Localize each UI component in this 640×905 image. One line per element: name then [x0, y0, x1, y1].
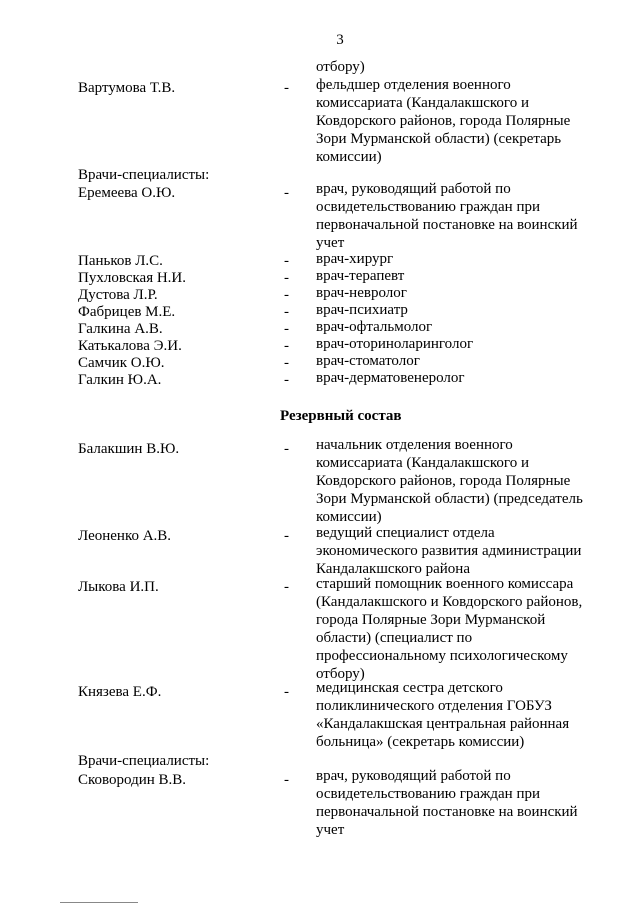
- dash-separator: -: [284, 355, 289, 371]
- member-role: врач-стоматолог: [316, 353, 420, 369]
- continuation-text: отбору): [316, 59, 365, 75]
- page-number: 3: [336, 32, 344, 48]
- member-role: врач-терапевт: [316, 268, 405, 284]
- dash-separator: -: [284, 185, 289, 201]
- member-name: Катькалова Э.И.: [78, 338, 182, 354]
- member-name: Князева Е.Ф.: [78, 684, 162, 700]
- member-name: Фабрицев М.Е.: [78, 304, 176, 320]
- member-role: врач, руководящий работой по освидетельствованию граждан при первоначальной постановке на воинский учет: [316, 181, 578, 251]
- doctors-label: Врачи-специалисты:: [78, 753, 210, 769]
- section-heading: Резервный состав: [280, 408, 402, 424]
- dash-separator: -: [284, 528, 289, 544]
- member-name: Вартумова Т.В.: [78, 80, 176, 96]
- member-role: врач, руководящий работой по освидетельствованию граждан при первоначальной постановке на воинский учет: [316, 768, 578, 838]
- member-name: Балакшин В.Ю.: [78, 441, 180, 457]
- dash-separator: -: [284, 253, 289, 269]
- member-role: врач-офтальмолог: [316, 319, 433, 335]
- member-role: врач-оториноларинголог: [316, 336, 474, 352]
- member-name: Еремеева О.Ю.: [78, 185, 176, 201]
- member-name: Пухловская Н.И.: [78, 270, 187, 286]
- dash-separator: -: [284, 287, 289, 303]
- dash-separator: -: [284, 80, 289, 96]
- member-role: врач-дерматовенеролог: [316, 370, 465, 386]
- member-role: ведущий специалист отдела экономического развития администрации Кандалакшского района: [316, 525, 582, 577]
- member-role: медицинская сестра детского поликлинического отделения ГОБУЗ «Кандалакшская центральная районная больница» (секретарь комиссии): [316, 680, 570, 750]
- member-name: Галкин Ю.А.: [78, 372, 162, 388]
- member-name: Паньков Л.С.: [78, 253, 163, 269]
- member-role: старший помощник военного комиссара (Кандалакшского и Ковдорского районов, города Полярные Зори Мурманской области) (специалист по профессиональному психологическому отбору): [316, 576, 583, 682]
- dash-separator: -: [284, 338, 289, 354]
- dash-separator: -: [284, 321, 289, 337]
- dash-separator: -: [284, 270, 289, 286]
- member-name: Дустова Л.Р.: [78, 287, 158, 303]
- dash-separator: -: [284, 579, 289, 595]
- footer-rule: [60, 902, 138, 903]
- dash-separator: -: [284, 772, 289, 788]
- member-name: Самчик О.Ю.: [78, 355, 165, 371]
- member-name: Галкина А.В.: [78, 321, 163, 337]
- dash-separator: -: [284, 304, 289, 320]
- member-role: фельдшер отделения военного комиссариата (Кандалакшского и Ковдорского районов, города Полярные Зори Мурманской области) (секретарь комиссии): [316, 77, 571, 165]
- dash-separator: -: [284, 441, 289, 457]
- member-name: Лыкова И.П.: [78, 579, 159, 595]
- member-role: врач-невролог: [316, 285, 407, 301]
- doctors-label: Врачи-специалисты:: [78, 167, 210, 183]
- member-name: Леоненко А.В.: [78, 528, 172, 544]
- member-role: врач-хирург: [316, 251, 394, 267]
- dash-separator: -: [284, 372, 289, 388]
- dash-separator: -: [284, 684, 289, 700]
- member-name: Сковородин В.В.: [78, 772, 187, 788]
- member-role: начальник отделения военного комиссариата (Кандалакшского и Ковдорского районов, города Полярные Зори Мурманской области) (председатель комиссии): [316, 437, 583, 525]
- member-role: врач-психиатр: [316, 302, 408, 318]
